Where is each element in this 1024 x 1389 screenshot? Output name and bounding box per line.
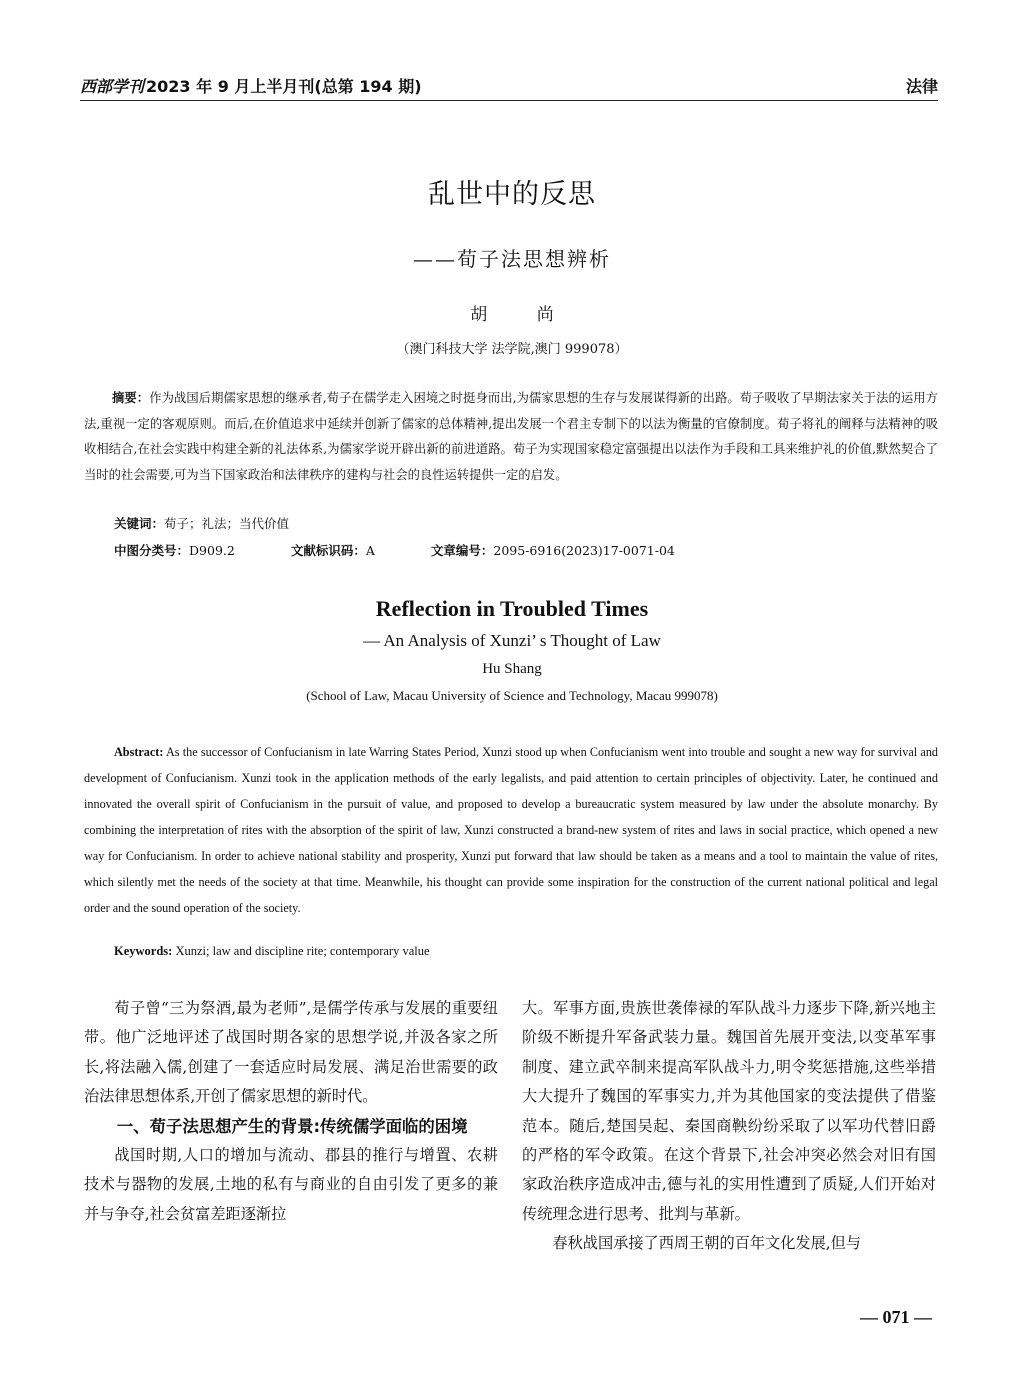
classification-line	[114, 541, 675, 559]
article-subtitle: ——荀子法思想辨析	[413, 247, 611, 271]
journal-logo: 西部学刊	[80, 76, 145, 96]
page-number: — 071 —	[860, 1307, 932, 1327]
author-affiliation: （澳门科技大学 法学院,澳门 999078）	[396, 342, 628, 357]
english-author: Hu Shang	[482, 661, 542, 677]
body-column-left	[84, 994, 498, 1229]
keywords-label: 关键词：	[114, 516, 165, 531]
section-label: 法律	[905, 76, 938, 96]
clc-value: D909.2	[189, 543, 235, 558]
article-label: 文章编号：	[430, 543, 494, 558]
article-title: 乱世中的反思	[428, 179, 596, 210]
body-column-right	[522, 994, 936, 1259]
issue-info: 2023 年 9 月上半月刊(总第 194 期)	[146, 76, 422, 96]
journal-issue	[80, 74, 422, 97]
abstract-text: 作为战国后期儒家思想的继承者,荀子在儒学走入困境之时挺身而出,为儒家思想的生存与发展谋得新的出路。荀子吸收了早期法家关于法的运用方法,重视一定的客观原则。而后,在价值追求中延续并创新了儒家的总体精神,提出发展一个君主专制下的以法为衡量的官僚制度。荀子将礼的阐释与法精神的吸收相结合,在社会实践中构建全新的礼法体系,为儒家学说开辟出新的前进道路。荀子为实现国家稳定富强提出以法作为手段和工具来维护礼的价值,默然契合了当时的社会需要,可为当下国家政治和法律秩序的建构与社会的良性运转提供一定的启发。	[84, 391, 938, 482]
clc-label: 中图分类号：	[114, 543, 190, 558]
author-name: 胡 尚	[470, 305, 576, 325]
english-subtitle: — An Analysis of Xunzi’ s Thought of Law	[363, 631, 661, 650]
english-abstract-text: As the successor of Confucianism in late Warring States Period, Xunzi stood up when Confucianism went into trouble and sought a new way for survival and development of Confucianism. Xunzi took in the application methods of the early legalists, and paid attention to certain principles of objectivity. Later, he continued and innovated the overall spirit of Confucianism in the pursuit of value, and proposed to develop a bureaucratic system measured by law under the absolute monarchy. By combining the interpretation of rites with the absorption of the spirit of law, Xunzi constructed a brand-new system of rites and laws in social practice, which opened a new way for Confucianism. In order to achieve national stability and prosperity, Xunzi put forward that law should be taken as a means and a tool to maintain the value of rites, which silently met the needs of the society at that time. Meanwhile, his thought can provide some inspiration for the construction of the current national political and legal order and the sound operation of the society.	[84, 745, 939, 915]
english-keywords-text: Xunzi; law and discipline rite; contemporary value	[175, 944, 430, 958]
section-heading: 一、荀子法思想产生的背景:传统儒学面临的困境	[116, 1116, 468, 1136]
chinese-abstract	[84, 386, 938, 488]
doc-label: 文献标识码：	[290, 543, 366, 558]
english-abstract	[84, 739, 938, 921]
running-header	[80, 72, 938, 98]
english-title: Reflection in Troubled Times	[375, 596, 649, 621]
body-paragraph: 荀子曾“三为祭酒,最为老师”,是儒学传承与发展的重要纽带。他广泛地评述了战国时期各家的思想学说,并汲各家之所长,将法融入儒,创建了一套适应时局发展、满足治世需要的政治法律思想体系,开创了儒家思想的新时代。	[84, 999, 498, 1106]
english-abstract-label: Abstract:	[114, 745, 164, 759]
document-code	[291, 541, 375, 559]
english-affiliation: (School of Law, Macau University of Science and Technology, Macau 999078)	[306, 688, 718, 703]
clc-number	[114, 541, 235, 559]
chinese-keywords	[114, 514, 289, 532]
article-number	[431, 541, 675, 559]
english-keywords-label: Keywords:	[114, 944, 173, 958]
english-keywords	[114, 944, 430, 959]
abstract-label: 摘要：	[112, 391, 150, 405]
body-paragraph: 大。军事方面,贵族世袭俸禄的军队战斗力逐步下降,新兴地主阶级不断提升军备武装力量。魏国首先展开变法,以变革军事制度、建立武卒制来提高军队战斗力,明令奖惩措施,这些举措大大提升了魏国的军事实力,并为其他国家的变法提供了借鉴范本。随后,楚国吴起、秦国商鞅纷纷采取了以军功代替旧爵的严格的军令政策。在这个背景下,社会冲突必然会对旧有国家政治秩序造成冲击,德与礼的实用性遭到了质疑,人们开始对传统理念进行思考、批判与革新。	[522, 999, 936, 1223]
article-value: 2095-6916(2023)17-0071-04	[493, 543, 675, 558]
keywords-text: 荀子；礼法；当代价值	[164, 516, 290, 531]
body-paragraph: 战国时期,人口的增加与流动、郡县的推行与增置、农耕技术与器物的发展,土地的私有与商业的自由引发了更多的兼并与争夺,社会贫富差距逐渐拉	[84, 1146, 498, 1223]
doc-value: A	[365, 543, 375, 558]
body-paragraph: 春秋战国承接了西周王朝的百年文化发展,但与	[552, 1234, 861, 1253]
header-divider	[80, 100, 938, 101]
